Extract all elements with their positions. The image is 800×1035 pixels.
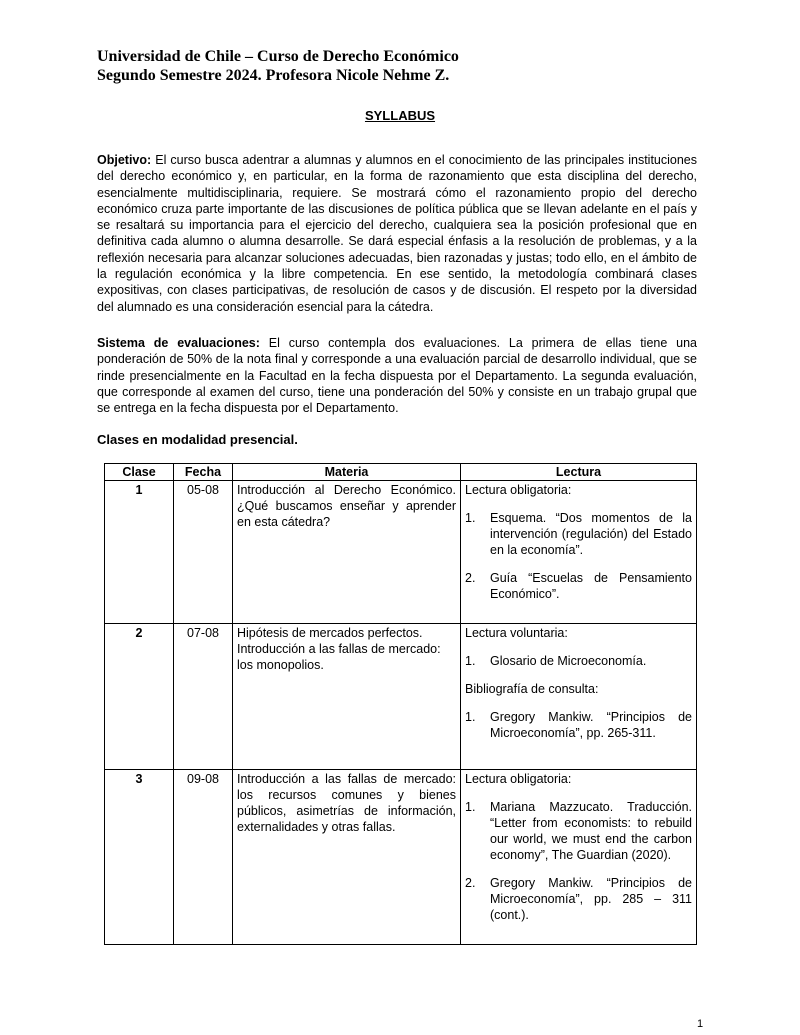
- document-title: SYLLABUS: [364, 108, 436, 123]
- cell-materia: Introducción al Derecho Económico. ¿Qué buscamos enseñar y aprender en esta cátedra?: [233, 481, 461, 624]
- objective-paragraph: [97, 152, 697, 315]
- objective-label: Objetivo:: [97, 153, 152, 167]
- list-item: [465, 510, 692, 558]
- cell-clase: 1: [105, 481, 174, 624]
- reading-list: [465, 799, 692, 923]
- header-clase: Clase: [105, 464, 174, 481]
- document-header: [97, 47, 459, 85]
- item-text: Guía “Escuelas de Pensamiento Económico”.: [490, 571, 692, 601]
- list-item: [465, 653, 692, 669]
- table-row: [105, 624, 697, 770]
- cell-lectura: [461, 770, 697, 945]
- cell-materia: Introducción a las fallas de mercado: los recursos comunes y bienes públicos, asimetrías de información, externalidades y otras fallas.: [233, 770, 461, 945]
- cell-clase: 3: [105, 770, 174, 945]
- reading-heading: Lectura obligatoria:: [465, 483, 572, 497]
- item-number: 1.: [465, 654, 476, 668]
- reading-list: [465, 709, 692, 741]
- list-item: [465, 709, 692, 741]
- cell-lectura: [461, 624, 697, 770]
- cell-fecha: 07-08: [174, 624, 233, 770]
- schedule-table: [104, 463, 697, 945]
- cell-lectura: [461, 481, 697, 624]
- item-number: 1.: [465, 800, 476, 814]
- evaluation-text: El curso contempla dos evaluaciones. La primera de ellas tiene una ponderación de 50% de la nota final y corresponde a una evaluación parcial de desarrollo individual, que se rinde presencialmente en la Facultad en la fecha dispuesta por el Departamento. La segunda evaluación, que corresponde al examen del curso, tiene una ponderación del 50% y consiste en un trabajo grupal que se entrega en la fecha dispuesta por el Departamento.: [97, 336, 698, 416]
- page-number: 1: [697, 1018, 704, 1030]
- header-materia: Materia: [233, 464, 461, 481]
- item-text: Glosario de Microeconomía.: [490, 654, 647, 668]
- header-fecha: Fecha: [174, 464, 233, 481]
- reading-heading: Lectura obligatoria:: [465, 772, 572, 786]
- evaluation-paragraph: [97, 335, 697, 416]
- item-number: 2.: [465, 571, 476, 585]
- evaluation-label: Sistema de evaluaciones:: [97, 336, 260, 350]
- header-lectura: Lectura: [461, 464, 697, 481]
- table-row: [105, 770, 697, 945]
- reading-heading: Bibliografía de consulta:: [465, 682, 599, 696]
- item-text: Esquema. “Dos momentos de la intervención (regulación) del Estado en la economía”.: [490, 511, 692, 557]
- list-item: [465, 799, 692, 863]
- list-item: [465, 875, 692, 923]
- reading-list: [465, 510, 692, 602]
- item-number: 1.: [465, 511, 476, 525]
- objective-text: El curso busca adentrar a alumnas y alumnos en el conocimiento de las principales instituciones del derecho económico y, en particular, en la forma de razonamiento que esta disciplina del derecho, esencialmente multidisciplinaria, requiere. Se mostrará cómo el razonamiento propio del derecho económico cruza parte importante de las discusiones de política pública que se llevan adelante en el país y se resaltará su importancia para el ejercicio del derecho, cualquiera sea la posición profesional que en definitiva cada alumno o alumna desarrolle. Se dará especial énfasis a la resolución de problemas, y a la reflexión necesaria para alcanzar soluciones adecuadas, bien razonadas y justas; todo ello, en el ámbito de la regulación económica y la libre competencia. En ese sentido, la metodología combinará clases expositivas, con clases participativas, de resolución de casos y de discusión. El respeto por la diversidad del alumnado es una consideración esencial para la cátedra.: [97, 153, 697, 314]
- classes-subtitle: Clases en modalidad presencial.: [97, 432, 298, 447]
- item-number: 1.: [465, 710, 476, 724]
- item-number: 2.: [465, 876, 476, 890]
- cell-materia: Hipótesis de mercados perfectos. Introducción a las fallas de mercado: los monopolios.: [233, 624, 461, 770]
- table-header-row: [105, 464, 697, 481]
- item-text: Mariana Mazzucato. Traducción. “Letter from economists: to rebuild our world, we must end the carbon economy”, The Guardian (2020).: [490, 800, 692, 862]
- cell-fecha: 09-08: [174, 770, 233, 945]
- reading-heading: Lectura voluntaria:: [465, 626, 568, 640]
- header-line-university: Universidad de Chile – Curso de Derecho Económico: [97, 48, 459, 65]
- cell-clase: 2: [105, 624, 174, 770]
- item-text: Gregory Mankiw. “Principios de Microeconomía”, pp. 285 – 311 (cont.).: [490, 876, 692, 922]
- reading-list: [465, 653, 692, 669]
- header-line-semester: Segundo Semestre 2024. Profesora Nicole Nehme Z.: [97, 67, 450, 84]
- table-row: [105, 481, 697, 624]
- list-item: [465, 570, 692, 602]
- cell-fecha: 05-08: [174, 481, 233, 624]
- item-text: Gregory Mankiw. “Principios de Microeconomía”, pp. 265-311.: [490, 710, 692, 740]
